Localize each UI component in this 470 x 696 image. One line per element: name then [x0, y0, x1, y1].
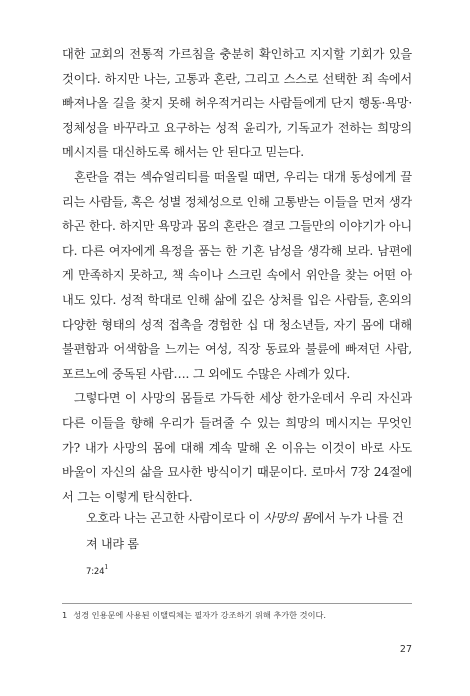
scripture-quote	[86, 505, 412, 585]
page-number: 27	[399, 644, 412, 655]
paragraph-3: 그렇다면 이 사망의 몸들로 가득한 세상 한가운데서 우리 자신과 다른 이들을 향해 우리가 들려줄 수 있는 희망의 메시지는 무엇인가? 내가 사망의 몸에 대해 계속 말해 온 이유는 이것이 바로 사도 바울이 자신의 삶을 묘사한 방식이기 때문이다. 로마서 7장 24절에서 그는 이렇게 탄식한다.	[62, 391, 412, 504]
quote-text-after: 에서 누가 나를 건져 내랴 롬	[86, 511, 404, 551]
paragraph-2: 혼란을 겪는 섹슈얼리티를 떠올릴 때면, 우리는 대개 동성에게 끌리는 사람들, 혹은 성별 정체성으로 인해 고통받는 이들을 먼저 생각하곤 한다. 하지만 욕망과 몸의 혼란은 결코 그들만의 이야기가 아니다. 다른 여자에게 욕정을 품는 한 기혼 남성을 생각해 보라. 남편에게 만족하지 못하고, 책 속이나 스크린 속에서 위안을 찾는 어떤 아내도 있다. 성적 학대로 인해 삶에 깊은 상처를 입은 사람들, 혼외의 다양한 형태의 성적 접촉을 경험한 십 대 청소년들, 자기 몸에 대해 불편함과 어색함을 느끼는 여성, 직장 동료와 불륜에 빠져던 사람, 포르노에 중독된 사람…. 그 외에도 수많은 사례가 있다.	[62, 169, 412, 381]
footnote-divider	[62, 603, 412, 604]
footnote-text: 성경 인용문에 사용된 이탤릭체는 필자가 강조하기 위해 추가한 것이다.	[73, 610, 327, 620]
footnote	[62, 608, 412, 622]
quote-emphasis: 사망의 몸	[263, 511, 313, 525]
paragraph-1: 대한 교회의 전통적 가르침을 충분히 확인하고 지지할 기회가 있을 것이다. 하지만 나는, 고통과 혼란, 그리고 스스로 선택한 죄 속에서 빠져나올 길을 찾지 못해 허우적거리는 사람들에게 단지 행동·욕망·정체성을 바꾸라고 요구하는 성적 윤리가, 기독교가 전하는 희망의 메시지를 대신하도록 해서는 안 된다고 믿는다.	[62, 47, 412, 160]
body-text	[62, 42, 412, 509]
footnote-marker[interactable]: 1	[104, 563, 109, 571]
quote-text-before: 오호라 나는 곤고한 사람이로다 이	[86, 511, 264, 525]
footnote-number: 1	[62, 610, 68, 620]
quote-reference: 7:24	[86, 567, 105, 577]
